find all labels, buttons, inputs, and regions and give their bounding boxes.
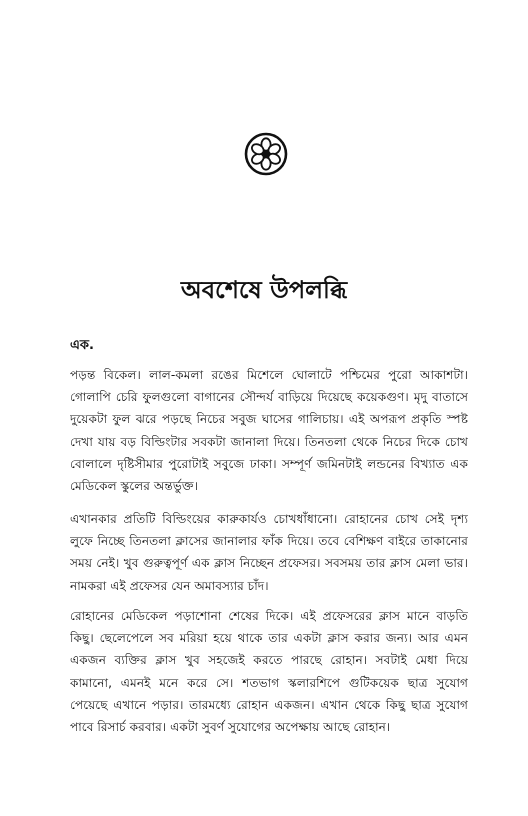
- text-line: পেয়েছে এখানে পড়ার। তারমধ্যে রোহান একজন। এখান থেকে কিছু ছাত্র সুযোগ: [70, 697, 468, 712]
- text-line: কামানো, এমনই মনে করে সে। শতভাগ স্কলারশিপে গুটিকয়েক ছাত্র সুযোগ: [70, 675, 468, 690]
- text-line: দুয়েকটা ফুল ঝরে পড়ছে নিচের সবুজ ঘাসের গালিচায়। এই অপরূপ প্রকৃতি স্পষ্ট: [70, 412, 468, 427]
- text-line: লুফে নিচ্ছে তিনতলা ক্লাসের জানালার ফাঁক দিয়ে। তবে বেশিক্ষণ বাইরে তাকানোর: [70, 534, 468, 549]
- text-line: কিছু। ছেলেপেলে সব মরিয়া হয়ে থাকে তার একটা ক্লাস করার জন্য। আর এমন: [70, 631, 468, 646]
- text-line: পড়ন্ত বিকেল। লাল-কমলা রঙের মিশেলে ঘোলাটে পশ্চিমের পুরো আকাশটা।: [70, 368, 468, 382]
- text-line: মেডিকেল স্কুলের অন্তর্ভুক্ত।: [70, 479, 199, 494]
- text-line: দেখা যায় বড় বিল্ডিংটার সবকটা জানালা দিয়ে। তিনতলা থেকে নিচের দিকে চোখ: [70, 434, 468, 449]
- text-line: রোহানের মেডিকেল পড়াশোনা শেষের দিকে। এই প্রফেসরের ক্লাস মানে বাড়তি: [70, 609, 468, 623]
- text-line: পাবে রিসার্চ করবার। একটা সুবর্ণ সুযোগের অপেক্ষায় আছে রোহান।: [70, 720, 391, 735]
- text-line: গোলাপি চেরি ফুলগুলো বাগানের সৌন্দর্য বাড়িয়ে দিয়েছে কয়েকগুণ। মৃদু বাতাসে: [70, 390, 468, 405]
- text-line: এখানকার প্রতিটি বিল্ডিংয়ের কারুকার্যও চোখধাঁধানো। রোহানের চোখ সেই দৃশ্য: [70, 512, 468, 526]
- paragraph-2: [70, 508, 468, 597]
- section-number: এক.: [70, 338, 94, 353]
- chapter-title: অবশেষে উপলব্ধি: [180, 276, 348, 304]
- flower-ornament-icon: [244, 132, 288, 176]
- paragraph-1: [70, 364, 468, 497]
- paragraph-3: [70, 605, 468, 738]
- text-line: নামকরা এই প্রফেসর যেন অমাবস্যার চাঁদ।: [70, 578, 269, 593]
- text-line: বোলালে দৃষ্টিসীমার পুরোটাই সবুজে ঢাকা। সম্পূর্ণ জমিনটাই লন্ডনের বিখ্যাত এক: [70, 456, 468, 471]
- text-line: একজন ব্যক্তির ক্লাস খুব সহজেই করতে পারছে রোহান। সবটাই মেধা দিয়ে: [70, 653, 468, 668]
- text-line: সময় নেই। খুব গুরুত্বপূর্ণ এক ক্লাস নিচ্ছেন প্রফেসর। সবসময় তার ক্লাস মেলা ভার।: [70, 556, 468, 571]
